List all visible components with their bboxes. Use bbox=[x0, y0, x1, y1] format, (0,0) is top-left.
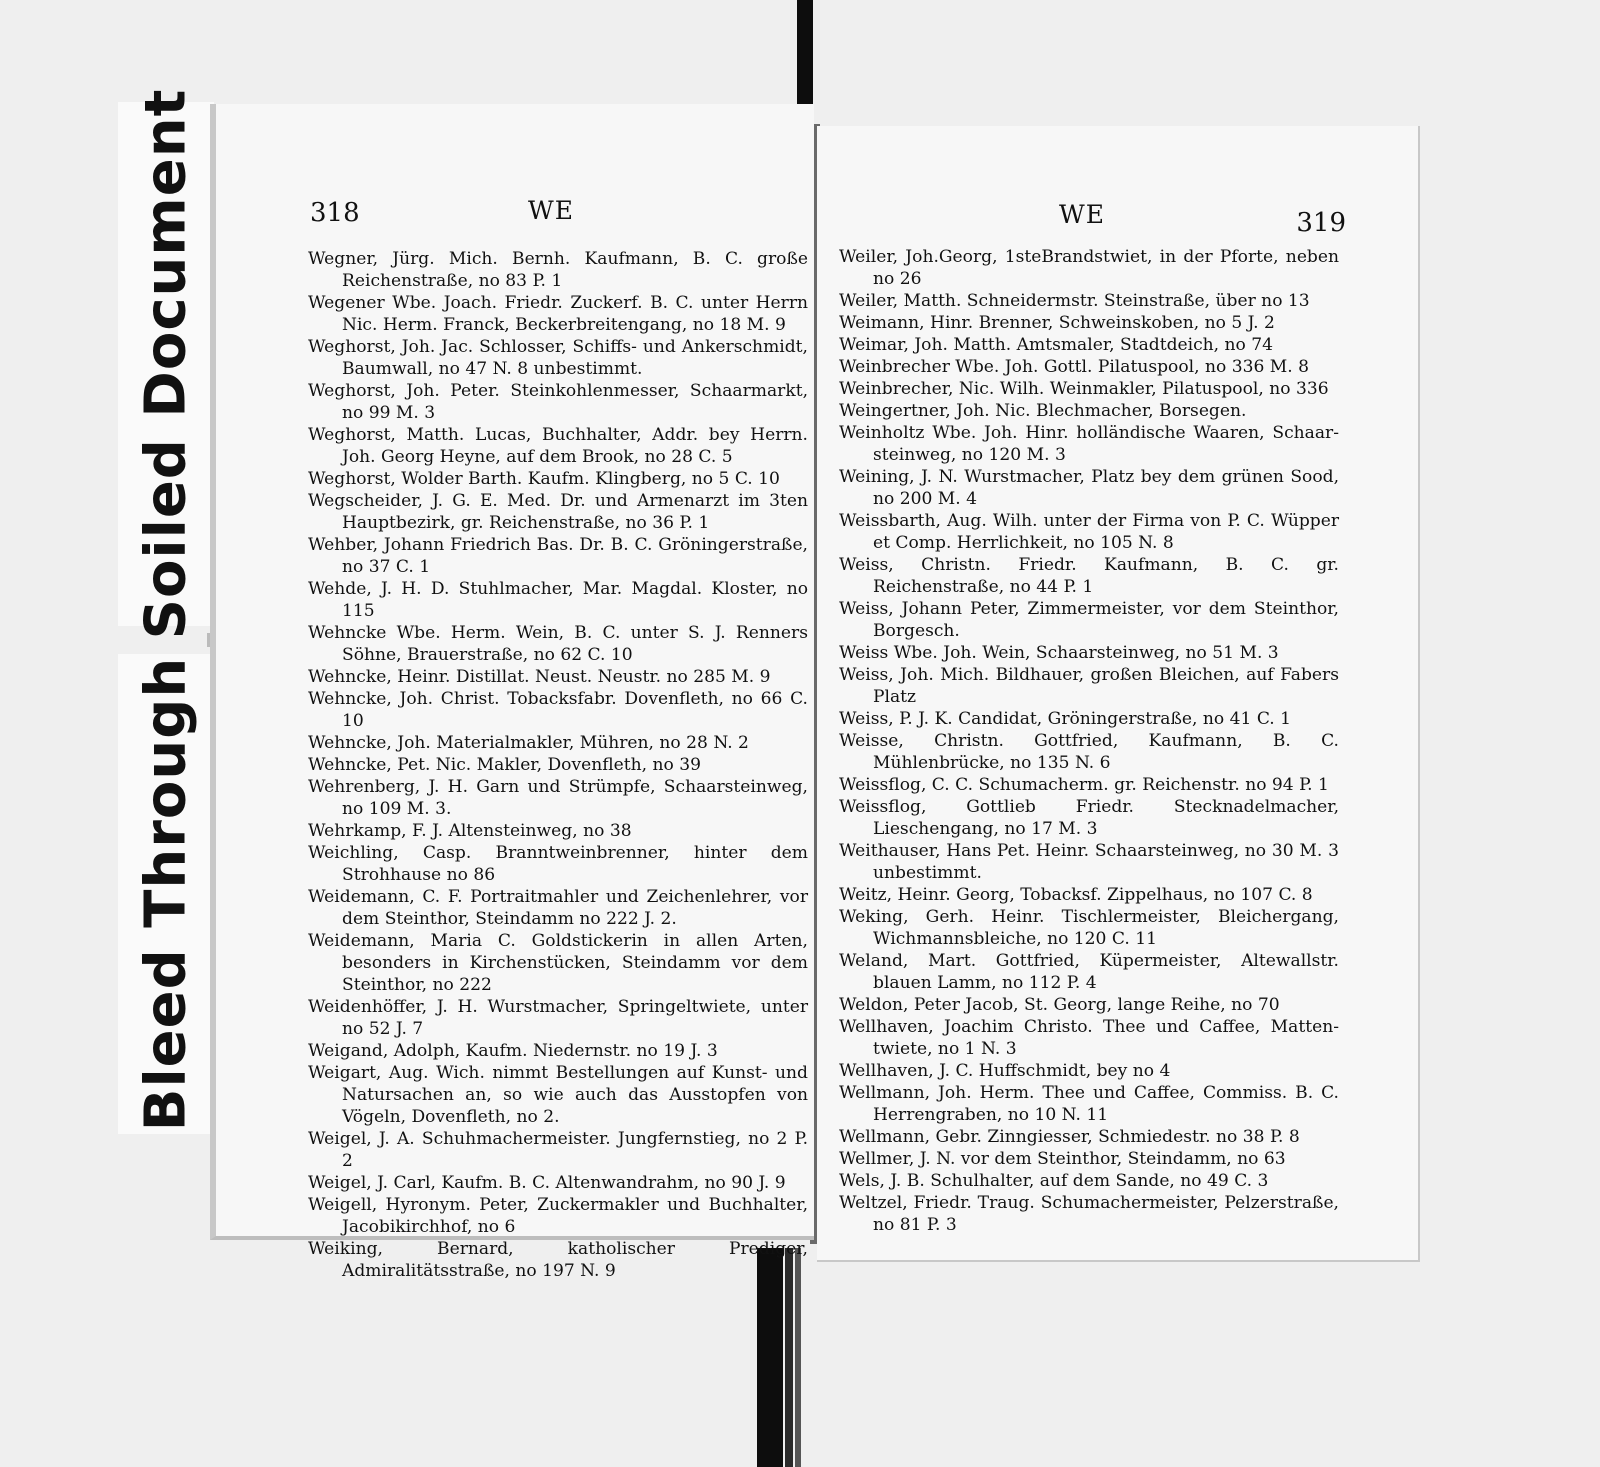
right-entry-list bbox=[839, 246, 1339, 1236]
directory-entry: Wehncke, Joh. Christ. Tobacksfabr. Dovenfleth, no 66 C. 10 bbox=[308, 689, 808, 731]
directory-entry: Weining, J. N. Wurstmacher, Platz bey dem grünen Sood, no 200 M. 4 bbox=[839, 467, 1339, 509]
left-entry-list bbox=[308, 248, 808, 1282]
directory-entry: Wehrkamp, F. J. Altensteinweg, no 38 bbox=[308, 821, 632, 841]
directory-entry: Weghorst, Joh. Jac. Schlosser, Schiffs- und Ankerschmidt, Baumwall, no 47 N. 8 unbestimmt. bbox=[308, 337, 808, 379]
directory-entry: Wellmann, Gebr. Zinngiesser, Schmiedestr. no 38 P. 8 bbox=[839, 1127, 1300, 1147]
directory-entry: Weigand, Adolph, Kaufm. Niedernstr. no 19 J. 3 bbox=[308, 1041, 718, 1061]
target-label-soiled bbox=[118, 88, 214, 640]
directory-entry: Wehncke Wbe. Herm. Wein, B. C. unter S. J. Renners Söhne, Brauerstraße, no 62 C. 10 bbox=[308, 623, 808, 665]
directory-entry: Weigel, J. Carl, Kaufm. B. C. Altenwandrahm, no 90 J. 9 bbox=[308, 1173, 786, 1193]
directory-entry: Weiss, Johann Peter, Zimmermeister, vor dem Steinthor, Borgesch. bbox=[839, 599, 1339, 641]
directory-entry: Weichling, Casp. Branntweinbrenner, hinter dem Strohhause no 86 bbox=[308, 843, 808, 885]
directory-entry: Wegscheider, J. G. E. Med. Dr. und Armenarzt im 3ten Hauptbezirk, gr. Reichenstraße, no 36 P. 1 bbox=[308, 491, 808, 533]
directory-entry: Weiking, Bernard, katholischer Prediger, Admiralitätsstraße, no 197 N. 9 bbox=[308, 1239, 808, 1281]
directory-entry: Weigel, J. A. Schuhmachermeister. Jungfernstieg, no 2 P. 2 bbox=[308, 1129, 808, 1171]
directory-entry: Weland, Mart. Gottfried, Küpermeister, Altewallstr. blauen Lamm, no 112 P. 4 bbox=[839, 951, 1339, 993]
directory-entry: Wegner, Jürg. Mich. Bernh. Kaufmann, B. C. große Reichenstraße, no 83 P. 1 bbox=[308, 249, 808, 291]
directory-entry: Weiss, Christn. Friedr. Kaufmann, B. C. gr. Reichenstraße, no 44 P. 1 bbox=[839, 555, 1339, 597]
directory-entry: Weithauser, Hans Pet. Heinr. Schaarsteinweg, no 30 M. 3 unbestimmt. bbox=[839, 841, 1339, 883]
directory-entry: Weinbrecher, Nic. Wilh. Weinmakler, Pilatuspool, no 336 bbox=[839, 379, 1329, 399]
directory-entry: Weiss, P. J. K. Candidat, Gröningerstraße, no 41 C. 1 bbox=[839, 709, 1292, 729]
directory-entry: Weidemann, Maria C. Goldstickerin in allen Arten, besonders in Kirchenstücken, Steindamm vor dem Steinthor, no 222 bbox=[308, 931, 808, 995]
directory-entry: Weissflog, Gottlieb Friedr. Stecknadelmacher, Lieschengang, no 17 M. 3 bbox=[839, 797, 1339, 839]
directory-entry: Weghorst, Wolder Barth. Kaufm. Klingberg, no 5 C. 10 bbox=[308, 469, 780, 489]
directory-entry: Weisse, Christn. Gottfried, Kaufmann, B. C. Mühlenbrücke, no 135 N. 6 bbox=[839, 731, 1339, 773]
directory-entry: Wehncke, Pet. Nic. Makler, Dovenfleth, no 39 bbox=[308, 755, 701, 775]
directory-entry: Wels, J. B. Schulhalter, auf dem Sande, no 49 C. 3 bbox=[839, 1171, 1269, 1191]
directory-entry: Weigart, Aug. Wich. nimmt Bestellungen auf Kunst- und Natursachen an, so wie auch das Ausstopfen von Vögeln, Dovenfleth, no 2. bbox=[308, 1063, 808, 1127]
directory-entry: Wehncke, Heinr. Distillat. Neust. Neustr. no 285 M. 9 bbox=[308, 667, 771, 687]
directory-entry: Weghorst, Joh. Peter. Steinkohlenmesser, Schaarmarkt, no 99 M. 3 bbox=[308, 381, 808, 423]
directory-entry: Weimar, Joh. Matth. Amtsmaler, Stadtdeich, no 74 bbox=[839, 335, 1274, 355]
directory-entry: Wellmer, J. N. vor dem Steinthor, Steindamm, no 63 bbox=[839, 1149, 1286, 1169]
directory-entry: Weissflog, C. C. Schumacherm. gr. Reichenstr. no 94 P. 1 bbox=[839, 775, 1329, 795]
directory-entry: Weissbarth, Aug. Wilh. unter der Firma von P. C. Wüpper et Comp. Herrlichkeit, no 105 N. 8 bbox=[839, 511, 1339, 553]
directory-entry: Weimann, Hinr. Brenner, Schweinskoben, no 5 J. 2 bbox=[839, 313, 1275, 333]
right-page bbox=[817, 126, 1420, 1262]
right-running-head: WE bbox=[1059, 200, 1105, 229]
directory-entry: Weinholtz Wbe. Joh. Hinr. holländische Waaren, Schaarsteinweg, no 120 M. 3 bbox=[839, 423, 1339, 465]
directory-entry: Weinbrecher Wbe. Joh. Gottl. Pilatuspool, no 336 M. 8 bbox=[839, 357, 1310, 377]
directory-entry: Weidemann, C. F. Portraitmahler und Zeichenlehrer, vor dem Steinthor, Steindamm no 222 J. 2. bbox=[308, 887, 808, 929]
target-label-soiled-text: Soiled Document bbox=[133, 88, 199, 640]
left-page bbox=[210, 104, 814, 1281]
directory-entry: Weiler, Joh.Georg, 1steBrandstwiet, in der Pforte, neben no 26 bbox=[839, 247, 1339, 289]
directory-entry: Weitz, Heinr. Georg, Tobacksf. Zippelhaus, no 107 C. 8 bbox=[839, 885, 1313, 905]
directory-entry: Weiss Wbe. Joh. Wein, Schaarsteinweg, no 51 M. 3 bbox=[839, 643, 1279, 663]
target-label-bleed-text: Bleed Through bbox=[133, 656, 199, 1132]
directory-entry: Wegener Wbe. Joach. Friedr. Zuckerf. B. C. unter Herrn Nic. Herm. Franck, Beckerbreitengang, no 18 M. 9 bbox=[308, 293, 808, 335]
directory-entry: Wehrenberg, J. H. Garn und Strümpfe, Schaarsteinweg, no 109 M. 3. bbox=[308, 777, 808, 819]
directory-entry: Weiss, Joh. Mich. Bildhauer, großen Bleichen, auf Fabers Platz bbox=[839, 665, 1339, 707]
left-page-number: 318 bbox=[310, 198, 360, 228]
directory-entry: Wellhaven, J. C. Huffschmidt, bey no 4 bbox=[839, 1061, 1171, 1081]
directory-entry: Wehber, Johann Friedrich Bas. Dr. B. C. Gröningerstraße, no 37 C. 1 bbox=[308, 535, 808, 577]
directory-entry: Weghorst, Matth. Lucas, Buchhalter, Addr. bey Herrn. Joh. Georg Heyne, auf dem Brook, no 28 C. 5 bbox=[308, 425, 808, 467]
directory-entry: Weldon, Peter Jacob, St. Georg, lange Reihe, no 70 bbox=[839, 995, 1280, 1015]
directory-entry: Weidenhöffer, J. H. Wurstmacher, Springeltwiete, unter no 52 J. 7 bbox=[308, 997, 808, 1039]
directory-entry: Wehde, J. H. D. Stuhlmacher, Mar. Magdal. Kloster, no 115 bbox=[308, 579, 808, 621]
directory-entry: Wehncke, Joh. Materialmakler, Mühren, no 28 N. 2 bbox=[308, 733, 749, 753]
directory-entry: Weking, Gerh. Heinr. Tischlermeister, Bleichergang, Wichmannsbleiche, no 120 C. 11 bbox=[839, 907, 1339, 949]
directory-entry: Weltzel, Friedr. Traug. Schumachermeister, Pelzerstraße, no 81 P. 3 bbox=[839, 1193, 1339, 1235]
right-page-number: 319 bbox=[1296, 208, 1346, 238]
directory-entry: Weingertner, Joh. Nic. Blechmacher, Borsegen. bbox=[839, 401, 1247, 421]
target-label-bleed bbox=[118, 654, 214, 1134]
left-running-head: WE bbox=[528, 196, 574, 225]
directory-entry: Wellmann, Joh. Herm. Thee und Caffee, Commiss. B. C. Herrengraben, no 10 N. 11 bbox=[839, 1083, 1339, 1125]
directory-entry: Weiler, Matth. Schneidermstr. Steinstraße, über no 13 bbox=[839, 291, 1310, 311]
directory-entry: Wellhaven, Joachim Christo. Thee und Caffee, Mattentwiete, no 1 N. 3 bbox=[839, 1017, 1339, 1059]
directory-entry: Weigell, Hyronym. Peter, Zuckermakler und Buchhalter, Jacobikirchhof, no 6 bbox=[308, 1195, 808, 1237]
